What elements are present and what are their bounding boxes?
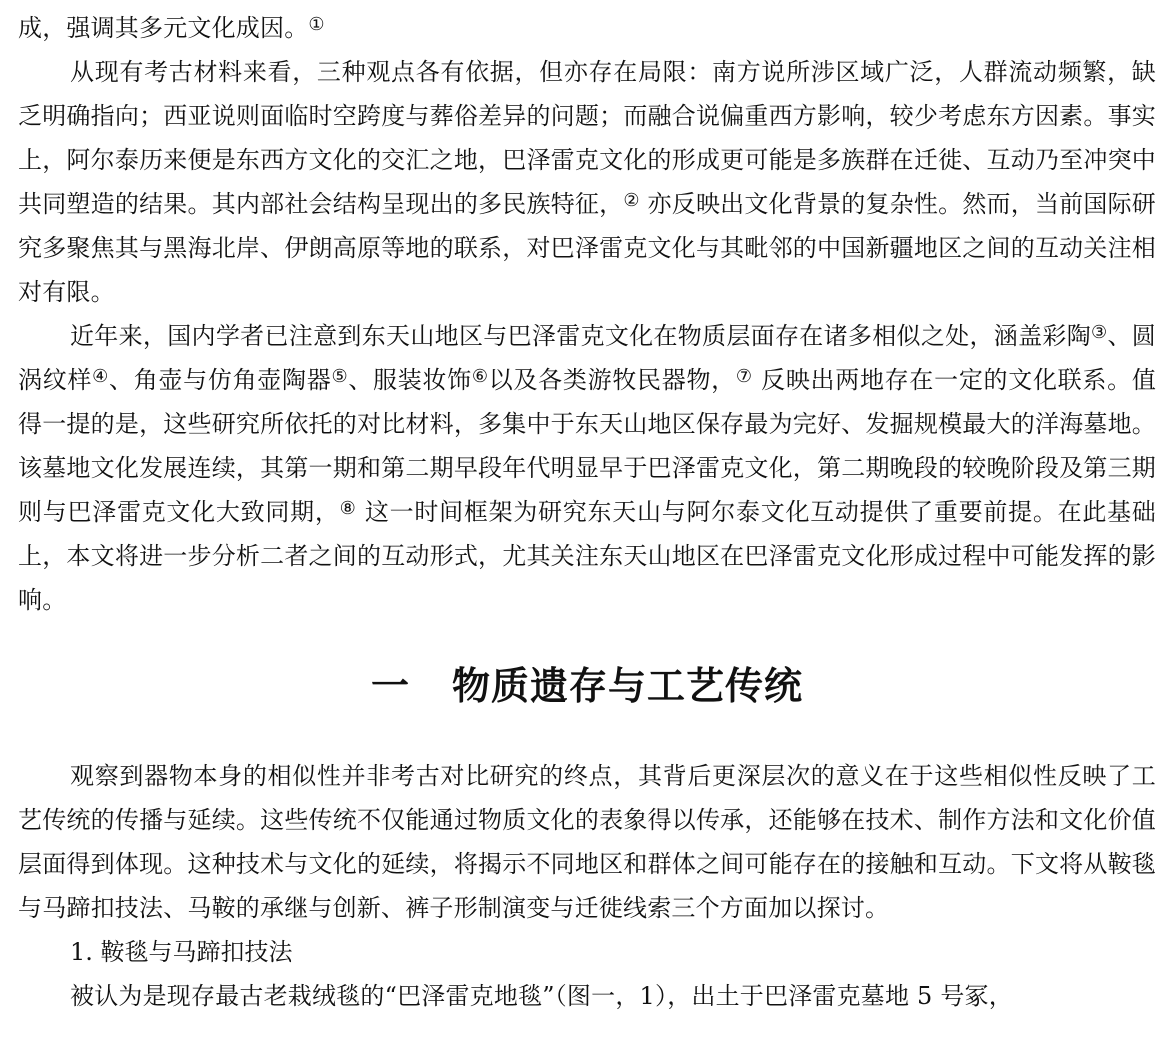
footnote-marker[interactable]: ③ <box>1091 322 1108 343</box>
paragraph-text: 、角壶与仿角壶陶器 <box>109 366 332 394</box>
paragraph-text: 成，强调其多元文化成因。 <box>18 14 309 42</box>
footnote-marker[interactable]: ① <box>308 14 325 35</box>
paragraph-text: 从现有考古材料来看，三种观点各有依据，但亦存在局限：南方说所涉区域广泛，人群流动频繁，缺乏明确指向；西亚说则面临时空跨度与葬俗差异的问题；而融合说偏重西方影响，较少考虑东方因素。事实上，阿尔泰历来便是东西方文化的交汇之地，巴泽雷克文化的形成更可能是多族群在迁徙、互动乃至冲突中共同塑造的结果。其内部社会结构呈现出的多民族特征， <box>18 58 1156 218</box>
paragraph-text: 以及各类游牧民器物， <box>488 366 736 394</box>
section-heading <box>18 644 1156 728</box>
paragraph-text: 亦反映出文化背景的复杂性。然而，当前国际研究多聚焦其与黑海北岸、伊朗高原等地的联系，对巴泽雷克文化与其毗邻的中国新疆地区之间的互动关注相对有限。 <box>18 190 1157 306</box>
paragraph-text: 这一时间框架为研究东天山与阿尔泰文化互动提供了重要前提。在此基础上，本文将进一步分析二者之间的互动形式，尤其关注东天山地区在巴泽雷克文化形成过程中可能发挥的影响。 <box>18 498 1157 614</box>
paragraph-text: 近年来，国内学者已注意到东天山地区与巴泽雷克文化在物质层面存在诸多相似之处，涵盖彩陶 <box>70 322 1092 350</box>
paper-page <box>18 6 1156 1018</box>
footnote-marker[interactable]: ② <box>623 190 640 211</box>
paragraph <box>18 50 1156 314</box>
subsection-heading: 1. 鞍毯与马蹄扣技法 <box>70 938 293 966</box>
footnote-marker[interactable]: ⑦ <box>735 366 753 387</box>
paragraph-text: 反映出两地存在一定的文化联系。值得一提的是，这些研究所依托的对比材料，多集中于东天山地区保存最为完好、发掘规模最大的洋海墓地。该墓地文化发展连续，其第一期和第二期早段年代明显早于巴泽雷克文化，第二期晚段的较晚阶段及第三期则与巴泽雷克文化大致同期， <box>18 366 1157 526</box>
paragraph-text: 、圆涡纹样 <box>18 322 1156 394</box>
section-title: 物质遗存与工艺传统 <box>452 663 804 708</box>
footnote-marker[interactable]: ④ <box>92 366 110 387</box>
footnote-marker[interactable]: ⑧ <box>339 498 357 519</box>
footnote-marker[interactable]: ⑤ <box>331 366 349 387</box>
paragraph-text: 观察到器物本身的相似性并非考古对比研究的终点，其背后更深层次的意义在于这些相似性反映了工艺传统的传播与延续。这些传统不仅能通过物质文化的表象得以传承，还能够在技术、制作方法和文化价值层面得到体现。这种技术与文化的延续，将揭示不同地区和群体之间可能存在的接触和互动。下文将从鞍毯与马蹄扣技法、马鞍的承继与创新、裤子形制演变与迁徙线索三个方面加以探讨。 <box>18 762 1156 922</box>
paragraph <box>18 754 1156 930</box>
paragraph <box>18 974 1156 1018</box>
section-number: 一 <box>370 663 410 708</box>
paragraph-continuation <box>18 6 1156 50</box>
paragraph <box>18 314 1156 622</box>
paragraph-text: 、服装妆饰 <box>348 366 472 394</box>
paragraph-text: 被认为是现存最古老栽绒毯的“巴泽雷克地毯”（图一，1），出土于巴泽雷克墓地 5 号冢， <box>70 982 1013 1010</box>
footnote-marker[interactable]: ⑥ <box>471 366 489 387</box>
